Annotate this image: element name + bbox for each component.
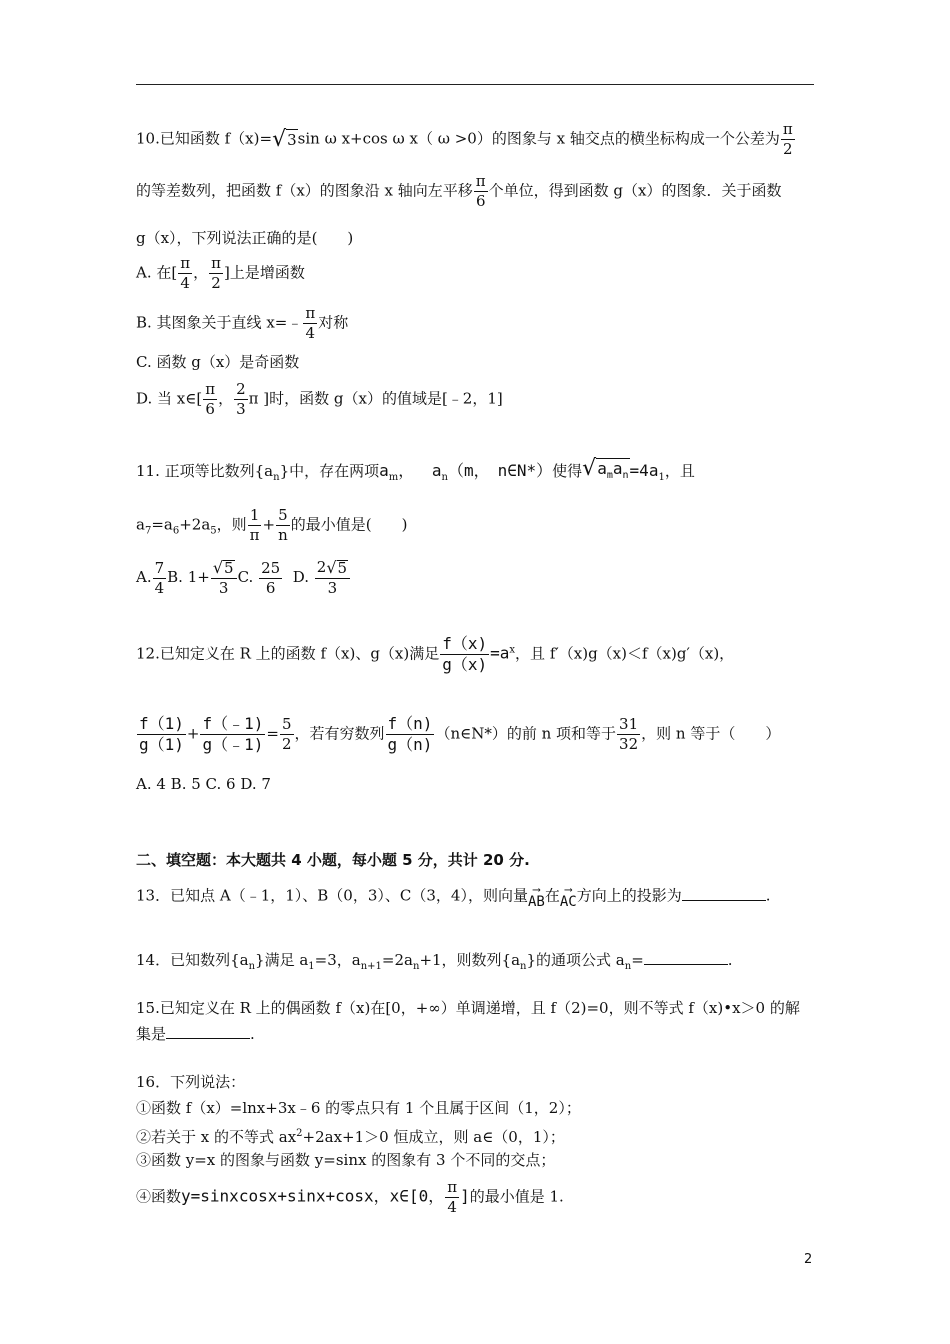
- q11-options: A. $\frac{7}{4}$ B. 1+ √ 5 3 C. $\frac{25}{6}$ D. 2 √ 5 3: [136, 560, 351, 596]
- q14-line: 14．已知数列$\{a_n\}$满足 $a_1=3$，$a_{n+1}=2a_n+1$，则数列$\{a_n\}$的通项公式 $a_n=$ .: [136, 951, 733, 972]
- q10-option-c: C. 函数 g（x）是奇函数: [136, 353, 300, 371]
- header-rule: [136, 84, 814, 85]
- sqrt-3: √ 3: [272, 126, 297, 152]
- answer-blank: [644, 950, 728, 965]
- sqrt-am-an: √ $a_ma_n$: [582, 458, 629, 486]
- section-2-heading: 二、填空题：本大题共 4 小题，每小题 5 分，共计 20 分.: [136, 851, 530, 869]
- q10-line-1: [136, 122, 796, 157]
- q15-line-2: 集是 .: [136, 1025, 255, 1043]
- q10-option-b: B. 其图象关于直线 x=﹣ $\frac{\pi}{4}$ 对称: [136, 304, 349, 342]
- vector-ac: ⟶ AC: [559, 883, 577, 910]
- fraction-f1-over-g1: $\frac{f(1)}{g(1)}$: [139, 714, 184, 754]
- option-c-frac: $\frac{25}{6}$: [261, 558, 281, 597]
- answer-blank: [682, 886, 766, 901]
- fraction-fm1-over-gm1: $\frac{f(﹣1)}{g(﹣1)}$: [202, 714, 264, 754]
- q11-line-2: $a_7=a_6+2a_5$，则 $\frac{1}{\pi}$ + $\frac{5}{n}$ 的最小值是( ): [136, 506, 408, 544]
- fraction-5-over-n: $\frac{5}{n}$: [278, 506, 288, 544]
- fraction-5-over-2: $\frac{5}{2}$: [281, 715, 292, 753]
- fraction-pi-over-4: $\frac{\pi}{4}$: [305, 304, 316, 342]
- q11-line-1: 11. 正项等比数列$\{a_n\}$中，存在两项$a_m$， $a_n(m$， n∈N*）使得 √ $a_ma_n$ $=4a_1$，且: [136, 458, 695, 488]
- fraction-pi-over-4: $\frac{\pi}{4}$: [180, 254, 191, 292]
- option-d-frac: 2 √ 5 3: [315, 560, 350, 596]
- fraction-fn-over-gn: $\frac{f(n)}{g(n)}$: [387, 714, 433, 754]
- q10-option-d: D. 当 x∈[ $\frac{\pi}{6}$ ， $\frac{2}{3}$ π ]时，函数 g（x）的值域是[﹣2，1]: [136, 380, 503, 418]
- q12-options: A. 4 B. 5 C. 6 D. 7: [136, 775, 271, 793]
- fraction-pi-over-6: $\frac{\pi}{6}$: [205, 380, 216, 418]
- fraction-31-over-32: $\frac{31}{32}$: [619, 715, 639, 753]
- fraction-fx-over-gx: $\frac{f(x)}{g(x)}$: [442, 634, 488, 674]
- q15-line-1: 15.已知定义在 R 上的偶函数 f（x)在[0，+∞）单调递增，且 f（2)=0，则不等式 f（x)•x＞0 的解: [136, 999, 800, 1017]
- q10-line-2: 的等差数列，把函数 f（x）的图象沿 x 轴向左平移 $\frac{\pi}{6}$ 个单位，得到函数 g（x）的图象．关于函数: [136, 172, 782, 210]
- fraction-pi-over-2: $\frac{\pi}{2}$: [782, 120, 793, 158]
- q12-line-1: 12.已知定义在 R 上的函数 f（x)、g（x)满足 $\frac{f(x)}{g(x)}$ $=a^x$，且 f′（x)g（x)＜f（x)g′（x)，: [136, 634, 735, 674]
- q10-text: 10.已知函数 f（x)=: [136, 129, 273, 148]
- q16-item-4: ④函数y=sinxcosx+sinx+cosx，x∈[0， $\frac{\pi}{4}$ ]的最小值是 1.: [136, 1178, 564, 1216]
- q16-head: 16．下列说法：: [136, 1073, 246, 1091]
- fraction-2-over-3: $\frac{2}{3}$: [236, 380, 246, 418]
- fraction-1-over-pi: $\frac{1}{\pi}$: [249, 506, 260, 544]
- option-a-frac: $\frac{7}{4}$: [154, 558, 165, 597]
- q13-line: 13．已知点 A（﹣1，1）、B（0，3）、C（3，4），则向量 ⟶ AB 在 ⟶ AC 方向上的投影为 .: [136, 883, 771, 910]
- q10-line-3: g（x），下列说法正确的是( ): [136, 229, 354, 247]
- q10-text: sin ω x+cos ω x（ ω >0）的图象与 x 轴交点的横坐标构成一个公差为: [297, 129, 780, 148]
- option-b-frac: √ 5 3: [211, 560, 237, 596]
- q12-line-2: $\frac{f(1)}{g(1)}$ + $\frac{f(﹣1)}{g(﹣1)}$ = $\frac{5}{2}$ ，若有穷数列 $\frac{f(n)}{g(n)}$ （n∈N*）的前 n 项和等于 $\frac{31}{32}$ ，则 n 等于（ ）: [139, 714, 781, 754]
- fraction-pi-over-2: $\frac{\pi}{2}$: [211, 254, 221, 292]
- q16-item-1: ①函数 f（x）=lnx+3x﹣6 的零点只有 1 个且属于区间（1，2）；: [136, 1099, 581, 1117]
- fraction-pi-over-4: $\frac{\pi}{4}$: [447, 1178, 458, 1216]
- answer-blank: [166, 1024, 250, 1039]
- fraction-pi-over-6: $\frac{\pi}{6}$: [475, 172, 486, 210]
- q16-item-2: ②若关于 x 的不等式 $ax^2+2ax+1>0$ 恒成立，则 a∈（0，1）；: [136, 1128, 565, 1146]
- page-number: 2: [804, 1252, 813, 1267]
- vector-ab: ⟶ AB: [527, 883, 545, 910]
- q16-item-3: ③函数 y=x 的图象与函数 y=sinx 的图象有 3 个不同的交点；: [136, 1151, 556, 1169]
- q10-option-a: A. 在[ $\frac{\pi}{4}$ ， $\frac{\pi}{2}$ ]上是增函数: [136, 254, 305, 292]
